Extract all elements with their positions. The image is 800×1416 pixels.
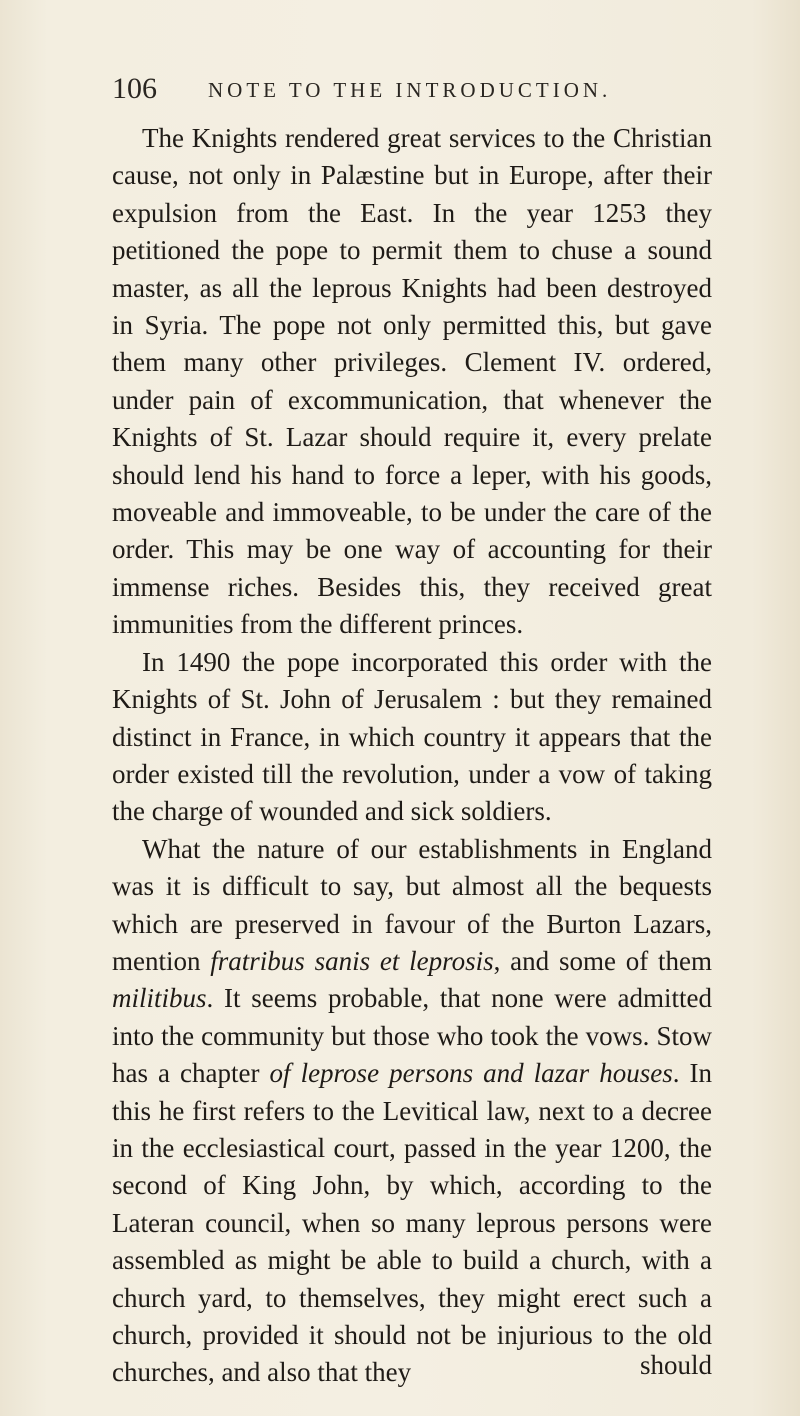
text-run: What the nature of our establishments in England was it is difficult to say, but almost all the bequests which are preserved in favour of the Burton Lazars, mention	[112, 833, 712, 976]
latin-word-militibus: militibus	[112, 983, 207, 1014]
paragraph-incorporation-1490: In 1490 the pope incorporated this order with the Knights of St. John of Jerusalem : but they remained distinct in France, in which country it appears that the order existed till the revolution, under a vow of taking the charge of wounded and sick soldiers.	[112, 646, 712, 827]
catchword: should	[639, 1350, 712, 1380]
page-number: 106	[112, 72, 157, 105]
chapter-title-stow: of leprose persons and lazar houses	[269, 1058, 673, 1089]
text-run: . In this he first refers to the Levitical law, next to a decree in the ecclesiastical court, passed in the year 1200, the second of King John, by which, according to the Lateran council, when so many leprous persons were assembled as might be able to build a church, with a church yard, to themselves, they might erect such a church, provided it should not be injurious to the old churches, and also that they	[112, 1058, 712, 1388]
text-run: , and some of them	[493, 945, 712, 976]
latin-phrase-fratribus: fratribus sanis et leprosis	[210, 945, 494, 976]
body-text	[112, 120, 712, 1392]
running-head	[112, 72, 692, 112]
text-run: . It seems probable, that none were admitted into the community but those who took the vows. Stow has a chapter	[112, 983, 712, 1089]
running-title: NOTE TO THE INTRODUCTION.	[208, 78, 612, 102]
paragraph-knights-services: The Knights rendered great services to the Christian cause, not only in Palæstine but in Europe, after their expulsion from the East. In the year 1253 they petitioned the pope to permit them to chuse a sound master, as all the leprous Knights had been destroyed in Syria. The pope not only permitted this, but gave them many other privileges. Clement IV. ordered, under pain of excommunication, that whenever the Knights of St. Lazar should require it, every prelate should lend his hand to force a leper, with his goods, moveable and immoveable, to be under the care of the order. This may be one way of accounting for their immense riches. Besides this, they received great immunities from the different princes.	[112, 123, 712, 640]
paragraph-english-establishments	[112, 831, 712, 1392]
